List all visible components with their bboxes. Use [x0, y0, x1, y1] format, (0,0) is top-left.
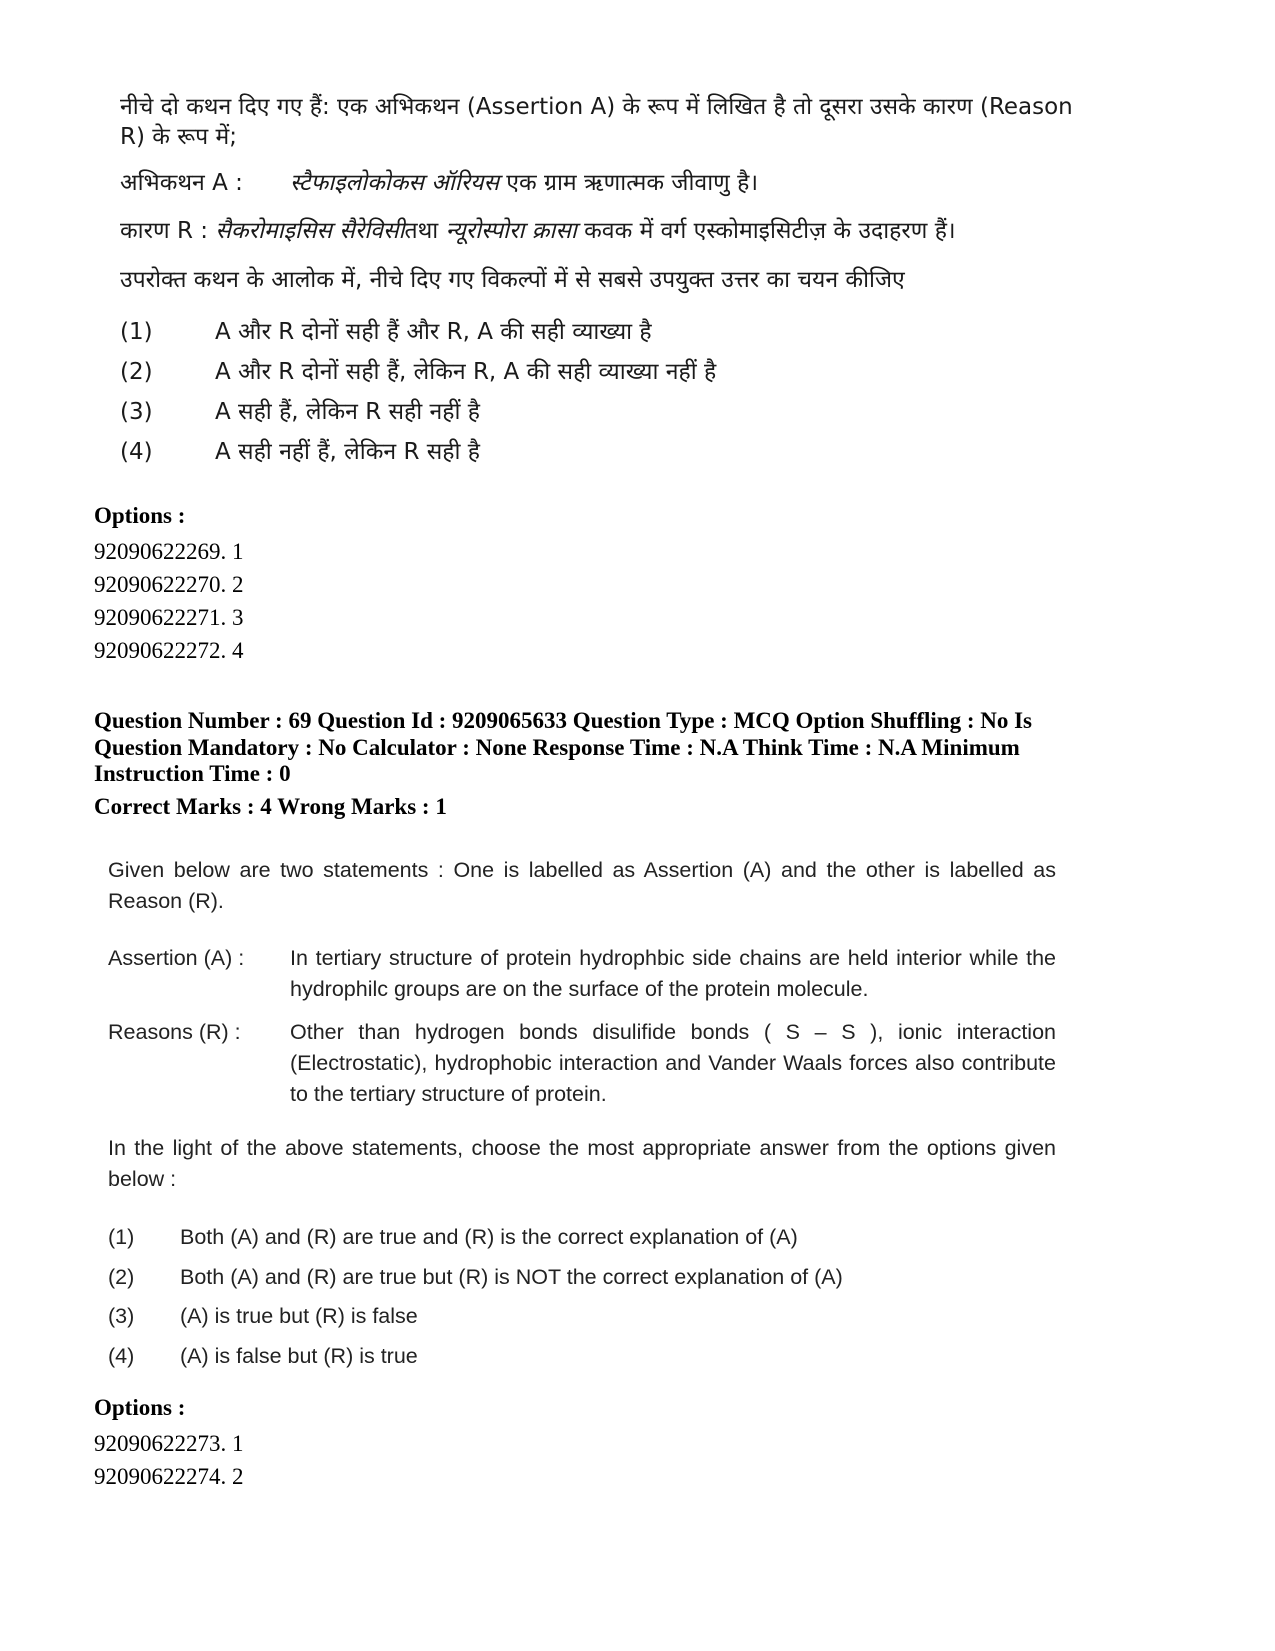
q69-header-line: Question Mandatory : No Calculator : None Response Time : N.A Think Time : N.A Minimum: [94, 734, 1020, 760]
q68-option: 92090622272. 4: [94, 638, 244, 663]
q68-intro: [120, 92, 1080, 152]
q69-options-heading: Options :: [94, 1395, 186, 1420]
q68-choice-text: A और R दोनों सही हैं, लेकिन R, A की सही व्याख्या नहीं है: [215, 359, 717, 385]
q69-options-list: [94, 1427, 244, 1493]
q68-reason-organism-2: न्यूरोस्पोरा क्रासा: [445, 218, 577, 244]
q69-reason-text: Other than hydrogen bonds disulifide bonds ( S – S ), ionic interaction (Electrostatic), hydrophobic interaction and Vander Waals forces also contribute to the tertiary structure of protein.: [290, 1020, 1056, 1106]
q68-reason-organism-1: सैकरोमाइसिस सैरेविसी: [215, 218, 405, 244]
q69-choice-4: [108, 1337, 1008, 1377]
q69-option: 92090622273. 1: [94, 1431, 244, 1456]
q69-choice-1: [108, 1218, 1008, 1258]
q68-intro-text: नीचे दो कथन दिए गए हैं: एक अभिकथन (Assertion A) के रूप में लिखित है तो दूसरा उसके कारण (Reason R) के रूप में;: [120, 94, 1073, 150]
q68-choice-1: [120, 312, 1020, 352]
q69-option: 92090622274. 2: [94, 1464, 244, 1489]
q68-choice-number: (3): [120, 399, 153, 425]
q69-choice-number: (3): [108, 1304, 135, 1328]
q68-assertion-label: अभिकथन A :: [120, 170, 243, 196]
q68-assertion: [120, 168, 1080, 198]
q68-option: 92090622271. 3: [94, 605, 244, 630]
q69-reason-label: Reasons (R) :: [108, 1020, 241, 1044]
q69-assertion-label: Assertion (A) :: [108, 946, 245, 970]
q68-choice-text: A सही हैं, लेकिन R सही नहीं है: [215, 399, 480, 425]
q69-choice-number: (2): [108, 1264, 135, 1289]
q68-reason-rest: कवक में वर्ग एस्कोमाइसिटीज़ के उदाहरण हैं।: [576, 218, 956, 244]
q68-assertion-rest: एक ग्राम ऋणात्मक जीवाणु है।: [499, 170, 759, 196]
q68-reason-label: कारण R :: [120, 218, 216, 244]
q68-options-heading: Options :: [94, 503, 186, 528]
q68-reason: [120, 216, 1110, 246]
q68-choice-number: (2): [120, 359, 153, 385]
q69-choice-text: Both (A) and (R) are true and (R) is the correct explanation of (A): [180, 1225, 798, 1249]
q69-choice-text: (A) is false but (R) is true: [180, 1343, 418, 1368]
q69-choice-2: [108, 1258, 1008, 1298]
q68-instruction-text: उपरोक्त कथन के आलोक में, नीचे दिए गए विकल्पों में से सबसे उपयुक्त उत्तर का चयन कीजिए: [120, 267, 905, 293]
q69-choice-text: (A) is true but (R) is false: [180, 1304, 418, 1328]
q68-choice-4: [120, 432, 1020, 472]
q68-choice-3: [120, 392, 1020, 432]
q68-choice-number: (4): [120, 439, 153, 465]
q68-choice-2: [120, 352, 1020, 392]
q68-choice-text: A सही नहीं हैं, लेकिन R सही है: [215, 439, 480, 465]
q68-assertion-organism: स्टैफाइलोकोकस ऑरियस: [290, 170, 499, 196]
q69-choices: [108, 1218, 1008, 1376]
q68-option: 92090622269. 1: [94, 539, 244, 564]
q69-intro: Given below are two statements : One is labelled as Assertion (A) and the other is labelled as Reason (R).: [108, 858, 1056, 913]
q69-assertion-text: In tertiary structure of protein hydrophbic side chains are held interior while the hydrophilc groups are on the surface of the protein molecule.: [290, 946, 1056, 1001]
q69-choice-3: [108, 1297, 1008, 1337]
q68-choice-number: (1): [120, 319, 153, 345]
q68-choices: [120, 312, 1020, 472]
q69-choice-number: (4): [108, 1343, 135, 1368]
q68-reason-mid: तथा: [404, 218, 446, 244]
q68-options-list: [94, 535, 244, 667]
q69-header-line: Question Number : 69 Question Id : 9209065633 Question Type : MCQ Option Shuffling : No Is: [94, 708, 1033, 733]
q69-marks: Correct Marks : 4 Wrong Marks : 1: [94, 794, 447, 819]
q69-header-line: Instruction Time : 0: [94, 761, 291, 786]
q68-option: 92090622270. 2: [94, 572, 244, 597]
q68-choice-text: A और R दोनों सही हैं और R, A की सही व्याख्या है: [215, 319, 652, 345]
q69-header: [94, 708, 1094, 788]
q69-choice-number: (1): [108, 1225, 135, 1249]
q69-instruction: In the light of the above statements, choose the most appropriate answer from the options given below :: [108, 1136, 1056, 1191]
q69-choice-text: Both (A) and (R) are true but (R) is NOT the correct explanation of (A): [180, 1264, 843, 1289]
q68-instruction: [120, 265, 1110, 295]
